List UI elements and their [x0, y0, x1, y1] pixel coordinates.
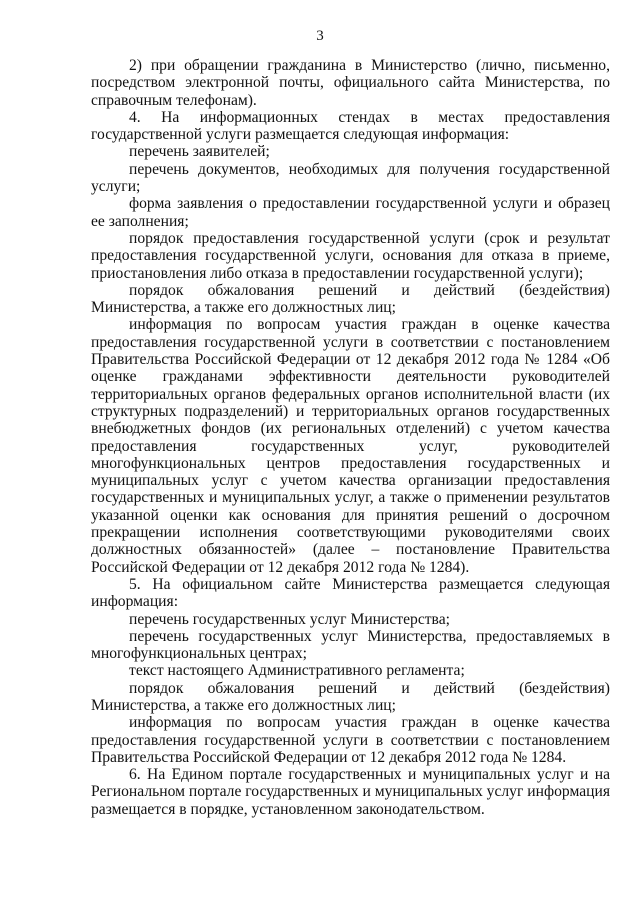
paragraph-quality-assessment-site: информация по вопросам участия граждан в оценке качества предоставления государственной услуги в соответствии с постановлением Правительства Российской Федерации от 12 декабря 2012 года № 1284.	[91, 714, 610, 766]
paragraph-quality-assessment: информация по вопросам участия граждан в оценке качества предоставления государственной услуги в соответствии с постановлением Правительства Российской Федерации от 12 декабря 2012 года № 1284 «Об оценке гражданами эффективности деятельности руководителей территориальных органов федеральных органов исполнительной власти (их структурных подразделений) и территориальных органов государственных внебюджетных фондов (их региональных отделений) с учетом качества предоставления государственных услуг, руководителей многофункциональных центров предоставления государственных и муниципальных услуг с учетом качества организации предоставления государственных и муниципальных услуг, а также о применении результатов указанной оценки как основания для принятия решений о досрочном прекращении исполнения соответствующими руководителями своих должностных обязанностей» (далее – постановление Правительства Российской Федерации от 12 декабря 2012 года № 1284).	[91, 316, 610, 576]
paragraph-mfc-services: перечень государственных услуг Министерства, предоставляемых в многофункциональных центрах;	[91, 627, 610, 663]
paragraph-contact-methods: 2) при обращении гражданина в Министерство (лично, письменно, посредством электронной почты, официального сайта Министерства, по справочным телефонам).	[91, 57, 610, 109]
document-body	[91, 57, 610, 818]
paragraph-clause-4: 4. На информационных стендах в местах предоставления государственной услуги размещается следующая информация:	[91, 108, 610, 144]
paragraph-clause-5: 5. На официальном сайте Министерства размещается следующая информация:	[91, 575, 610, 611]
paragraph-appeal-procedure-site: порядок обжалования решений и действий (бездействия) Министерства, а также его должностных лиц;	[91, 679, 610, 714]
paragraph-clause-6: 6. На Едином портале государственных и муниципальных услуг и на Региональном портале государственных и муниципальных услуг информация размещается в порядке, установленном законодательством.	[91, 766, 610, 818]
paragraph-appeal-procedure: порядок обжалования решений и действий (бездействия) Министерства, а также его должностных лиц;	[91, 281, 610, 317]
paragraph-applicants-list: перечень заявителей;	[129, 143, 270, 161]
page-number: 3	[316, 28, 324, 44]
paragraph-service-procedure: порядок предоставления государственной услуги (срок и результат предоставления государственной услуги, основания для отказа в приеме, приостановления либо отказа в предоставлении государственной услуги);	[91, 229, 610, 282]
paragraph-services-list: перечень государственных услуг Министерства;	[129, 610, 450, 628]
paragraph-regulation-text: текст настоящего Административного регламента;	[129, 662, 465, 680]
paragraph-documents-list: перечень документов, необходимых для получения государственной услуги;	[91, 160, 610, 196]
paragraph-application-form: форма заявления о предоставлении государственной услуги и образец ее заполнения;	[91, 195, 610, 230]
